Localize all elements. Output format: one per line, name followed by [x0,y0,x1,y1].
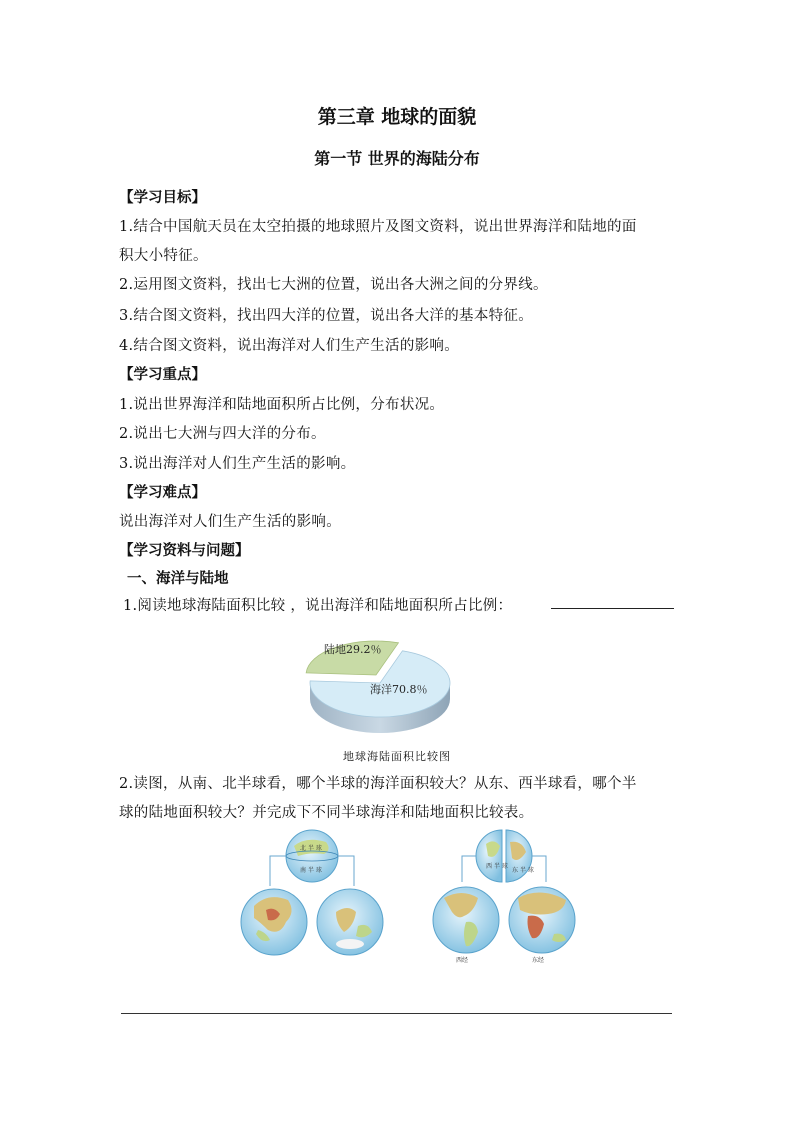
key-point-item: 2.说出七大洲与四大洋的分布。 [119,426,326,442]
objective-item: 积大小特征。 [119,248,208,264]
objective-item: 2.运用图文资料，找出七大洲的位置，说出各大洲之间的分界线。 [119,277,548,293]
west-east-hemisphere-figure [428,824,580,966]
west-longitude-label: 西经 [456,957,469,964]
pie-label-land: 陆地29.2％ [324,643,382,656]
bottom-divider [121,1013,672,1014]
land-sea-pie-chart [300,625,460,735]
key-point-item: 1.说出世界海洋和陆地面积所占比例，分布状况。 [119,397,445,413]
east-hemisphere-label: 东 半 球 [512,867,534,874]
antarctica-shape [336,939,364,949]
materials-heading: 【学习资料与问题】 [119,543,250,559]
question-two-line-1: 2.读图，从南、北半球看，哪个半球的海洋面积较大？从东、西半球看，哪个半 [119,776,637,792]
key-points-heading: 【学习重点】 [119,367,206,383]
south-hemisphere-label: 南 半 球 [300,867,322,874]
difficulties-heading: 【学习难点】 [119,485,206,501]
chart-caption: 地球海陆面积比较图 [343,750,451,763]
objective-item: 4.结合图文资料，说出海洋对人们生产生活的影响。 [119,338,460,354]
north-hemisphere-label: 北 半 球 [300,845,322,852]
question-one: 1.阅读地球海陆面积比较 ，说出海洋和陆地面积所占比例： [123,598,513,614]
objective-item: 1.结合中国航天员在太空拍摄的地球照片及图文资料，说出世界海洋和陆地的面 [119,219,637,235]
connector-line [338,856,354,886]
objectives-heading: 【学习目标】 [119,190,206,206]
part-one-heading: 一、海洋与陆地 [127,571,229,587]
small-globe [286,830,338,882]
east-longitude-label: 东经 [532,957,545,964]
connector-line [270,856,286,886]
answer-blank[interactable] [551,608,674,609]
difficulty-item: 说出海洋对人们生产生活的影响。 [119,514,341,530]
objective-item: 3.结合图文资料，找出四大洋的位置，说出各大洋的基本特征。 [119,308,534,324]
connector-line [532,856,546,882]
west-hemisphere-label: 西 半 球 [486,863,508,870]
question-two-line-2: 球的陆地面积较大？并完成下不同半球海洋和陆地面积比较表。 [119,805,534,821]
key-point-item: 3.说出海洋对人们生产生活的影响。 [119,456,356,472]
connector-line [462,856,476,882]
north-south-hemisphere-figure [236,826,388,966]
pie-label-ocean: 海洋70.8％ [370,683,428,696]
section-title: 第一节 世界的海陆分布 [314,149,480,168]
chapter-title: 第三章 地球的面貌 [317,106,477,128]
